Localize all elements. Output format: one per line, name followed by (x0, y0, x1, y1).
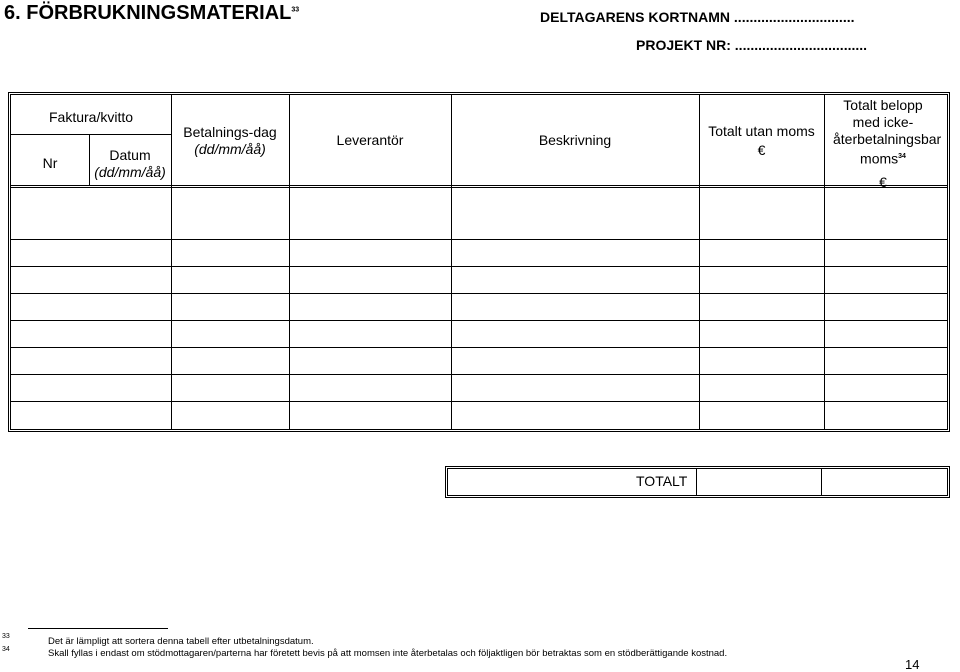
header-supplier: Leverantör (336, 132, 404, 148)
header-description: Beskrivning (538, 132, 612, 148)
total-vat-label: Totalt belopp med icke-återbetalningsbar moms (833, 97, 942, 167)
footnote-number: 33 (2, 633, 10, 640)
row-line (11, 320, 947, 321)
total-vat-footnote-ref: 34 (898, 153, 906, 160)
euro-symbol: € (879, 173, 887, 190)
total-ex-vat-label: Totalt utan moms (708, 123, 815, 139)
participant-label: DELTAGARENS KORTNAMN ............................... (540, 9, 855, 25)
subheader-line (11, 134, 171, 135)
payment-day-label: Betalnings-dag (183, 124, 277, 140)
header-payment-day (171, 124, 289, 158)
footnote-text: Skall fyllas i endast om stödmottagaren/parterna har företett bevis på att momsen inte återbetalas och följaktligen bör betraktas som en stödberättigande kostnad. (48, 648, 728, 659)
footnote-separator (28, 628, 168, 629)
title-footnote-ref: 33 (291, 6, 300, 14)
total-divider-1 (696, 469, 697, 495)
consumables-table (8, 92, 950, 432)
row-line (11, 239, 947, 240)
total-box (445, 466, 950, 498)
footnote-number: 34 (2, 646, 10, 653)
date-label: Datum (109, 147, 151, 163)
header-total-vat (833, 97, 942, 191)
header-nr: Nr (42, 155, 58, 171)
total-divider-2 (821, 469, 822, 495)
title-text: 6. FÖRBRUKNINGSMATERIAL (4, 2, 292, 24)
header-bottom-line (11, 185, 947, 188)
row-line (11, 293, 947, 294)
col-divider-5 (824, 95, 825, 429)
footnote-text: Det är lämpligt att sortera denna tabell efter utbetalningsdatum. (48, 636, 314, 647)
total-label: TOTALT (636, 473, 688, 489)
date-format: (dd/mm/åå) (94, 164, 166, 180)
row-line (11, 374, 947, 375)
row-line (11, 401, 947, 402)
project-label: PROJEKT NR: .................................. (636, 37, 868, 53)
page-title (4, 2, 299, 25)
row-line (11, 266, 947, 267)
euro-symbol: € (757, 142, 766, 158)
header-total-ex-vat (699, 123, 824, 159)
row-line (11, 347, 947, 348)
page-number: 14 (905, 657, 920, 672)
header-invoice: Faktura/kvitto (48, 109, 134, 125)
payment-day-format: (dd/mm/åå) (194, 141, 266, 157)
header-date (89, 147, 171, 181)
